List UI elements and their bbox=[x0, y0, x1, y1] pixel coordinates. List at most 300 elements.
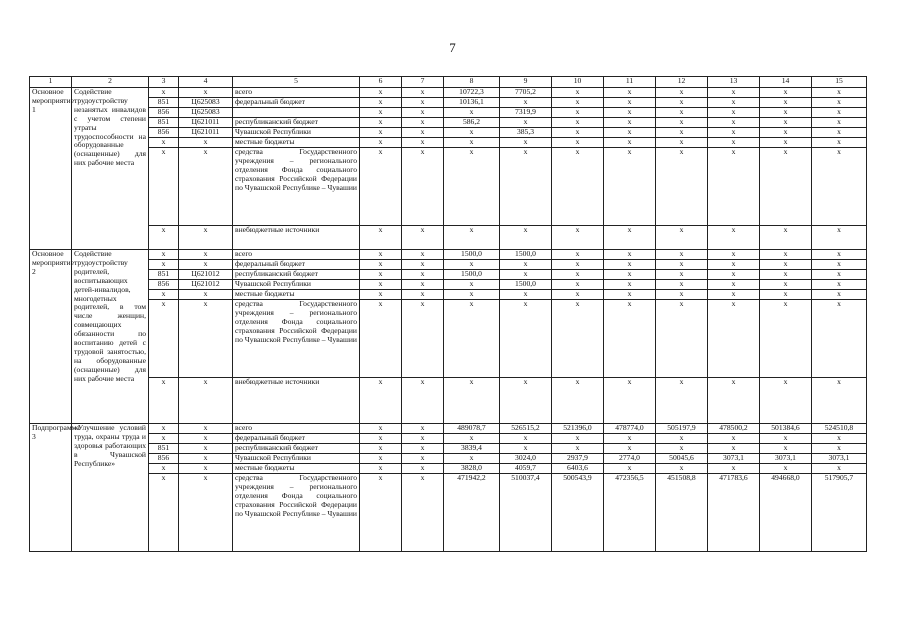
value-cell: 1500,0 bbox=[444, 270, 500, 280]
value-cell: х bbox=[760, 138, 812, 148]
table-row bbox=[30, 378, 867, 424]
value-cell: х bbox=[360, 98, 402, 108]
column-header: 15 bbox=[812, 77, 867, 88]
value-cell: х bbox=[552, 290, 604, 300]
table-row bbox=[30, 454, 867, 464]
value-cell: х bbox=[360, 454, 402, 464]
code-cell: х bbox=[149, 424, 179, 434]
code-cell: х bbox=[149, 88, 179, 98]
value-cell: х bbox=[444, 454, 500, 464]
value-cell: х bbox=[402, 148, 444, 226]
funding-source: средства Государственного учреждения – регионального отделения Фонда социального страхования Российской Федерации по Чувашской Республике – Чувашии bbox=[233, 300, 360, 378]
funding-source: республиканский бюджет bbox=[233, 118, 360, 128]
value-cell: х bbox=[360, 444, 402, 454]
value-cell: х bbox=[708, 138, 760, 148]
value-cell: х bbox=[552, 138, 604, 148]
value-cell: 526515,2 bbox=[500, 424, 552, 434]
value-cell: 471783,6 bbox=[708, 474, 760, 552]
table-row bbox=[30, 118, 867, 128]
value-cell: х bbox=[552, 260, 604, 270]
value-cell: х bbox=[760, 226, 812, 250]
value-cell: х bbox=[604, 300, 656, 378]
value-cell: 510037,4 bbox=[500, 474, 552, 552]
value-cell: 451508,8 bbox=[656, 474, 708, 552]
value-cell: х bbox=[402, 260, 444, 270]
value-cell: 501384,6 bbox=[760, 424, 812, 434]
table-row bbox=[30, 280, 867, 290]
value-cell: х bbox=[708, 378, 760, 424]
value-cell: х bbox=[760, 108, 812, 118]
value-cell: х bbox=[402, 226, 444, 250]
value-cell: х bbox=[360, 128, 402, 138]
value-cell: х bbox=[500, 98, 552, 108]
value-cell: х bbox=[500, 226, 552, 250]
value-cell: 7705,2 bbox=[500, 88, 552, 98]
value-cell: х bbox=[708, 434, 760, 444]
value-cell: х bbox=[360, 464, 402, 474]
value-cell: х bbox=[656, 444, 708, 454]
table-row bbox=[30, 260, 867, 270]
value-cell: х bbox=[604, 270, 656, 280]
value-cell: х bbox=[552, 434, 604, 444]
value-cell: х bbox=[760, 98, 812, 108]
funding-source: местные бюджеты bbox=[233, 290, 360, 300]
value-cell: х bbox=[500, 118, 552, 128]
value-cell: х bbox=[500, 148, 552, 226]
value-cell: х bbox=[604, 250, 656, 260]
value-cell: х bbox=[760, 280, 812, 290]
value-cell: х bbox=[402, 464, 444, 474]
value-cell: х bbox=[708, 88, 760, 98]
value-cell: 50045,6 bbox=[656, 454, 708, 464]
table-row bbox=[30, 434, 867, 444]
value-cell: х bbox=[500, 434, 552, 444]
target-code-cell: х bbox=[179, 300, 233, 378]
value-cell: 2774,0 bbox=[604, 454, 656, 464]
value-cell: х bbox=[604, 280, 656, 290]
value-cell: х bbox=[402, 270, 444, 280]
value-cell: х bbox=[708, 148, 760, 226]
value-cell: х bbox=[552, 98, 604, 108]
value-cell: х bbox=[656, 434, 708, 444]
value-cell: х bbox=[812, 464, 867, 474]
value-cell: х bbox=[402, 424, 444, 434]
funding-source: всего bbox=[233, 88, 360, 98]
value-cell: х bbox=[604, 290, 656, 300]
value-cell: х bbox=[708, 98, 760, 108]
value-cell: х bbox=[812, 260, 867, 270]
value-cell: х bbox=[708, 464, 760, 474]
value-cell: х bbox=[708, 118, 760, 128]
code-cell: 856 bbox=[149, 454, 179, 464]
value-cell: х bbox=[402, 250, 444, 260]
column-header: 10 bbox=[552, 77, 604, 88]
code-cell: х bbox=[149, 148, 179, 226]
value-cell: х bbox=[812, 118, 867, 128]
code-cell: 851 bbox=[149, 118, 179, 128]
value-cell: 1500,0 bbox=[500, 280, 552, 290]
value-cell: х bbox=[604, 226, 656, 250]
section-description: «Улучшение условий труда, охраны труда и здоровья работающих в Чувашской Республике» bbox=[72, 424, 149, 552]
value-cell: х bbox=[708, 108, 760, 118]
value-cell: х bbox=[604, 88, 656, 98]
value-cell: 586,2 bbox=[444, 118, 500, 128]
value-cell: 500543,9 bbox=[552, 474, 604, 552]
value-cell: х bbox=[656, 300, 708, 378]
table-row bbox=[30, 226, 867, 250]
value-cell: х bbox=[360, 290, 402, 300]
value-cell: 4059,7 bbox=[500, 464, 552, 474]
value-cell: х bbox=[812, 444, 867, 454]
page-number: 7 bbox=[449, 40, 456, 55]
value-cell: х bbox=[402, 280, 444, 290]
value-cell: х bbox=[552, 280, 604, 290]
value-cell: х bbox=[402, 434, 444, 444]
value-cell: х bbox=[552, 108, 604, 118]
value-cell: х bbox=[360, 474, 402, 552]
value-cell: х bbox=[656, 98, 708, 108]
value-cell: х bbox=[444, 108, 500, 118]
value-cell: х bbox=[708, 300, 760, 378]
value-cell: х bbox=[500, 300, 552, 378]
target-code-cell: Ц625083 bbox=[179, 98, 233, 108]
value-cell: х bbox=[360, 108, 402, 118]
target-code-cell: х bbox=[179, 454, 233, 464]
value-cell: х bbox=[402, 88, 444, 98]
funding-source: средства Государственного учреждения – регионального отделения Фонда социального страхования Российской Федерации по Чувашской Республике – Чувашии bbox=[233, 474, 360, 552]
value-cell: х bbox=[402, 98, 444, 108]
value-cell: 478774,0 bbox=[604, 424, 656, 434]
code-cell: х bbox=[149, 226, 179, 250]
value-cell: х bbox=[656, 226, 708, 250]
code-cell: х bbox=[149, 378, 179, 424]
value-cell: х bbox=[656, 88, 708, 98]
code-cell: х bbox=[149, 250, 179, 260]
funding-source: федеральный бюджет bbox=[233, 98, 360, 108]
target-code-cell: х bbox=[179, 424, 233, 434]
code-cell: х bbox=[149, 464, 179, 474]
value-cell: х bbox=[402, 118, 444, 128]
value-cell: х bbox=[604, 464, 656, 474]
value-cell: х bbox=[760, 148, 812, 226]
value-cell: х bbox=[402, 290, 444, 300]
value-cell: 494668,0 bbox=[760, 474, 812, 552]
value-cell: 3073,1 bbox=[760, 454, 812, 464]
table-row bbox=[30, 250, 867, 260]
value-cell: 7319,9 bbox=[500, 108, 552, 118]
value-cell: х bbox=[444, 148, 500, 226]
table-row bbox=[30, 138, 867, 148]
value-cell: х bbox=[500, 444, 552, 454]
code-cell: 856 bbox=[149, 280, 179, 290]
value-cell: х bbox=[656, 280, 708, 290]
value-cell: х bbox=[552, 88, 604, 98]
code-cell: х bbox=[149, 434, 179, 444]
value-cell: х bbox=[444, 260, 500, 270]
target-code-cell: х bbox=[179, 444, 233, 454]
value-cell: 489078,7 bbox=[444, 424, 500, 434]
value-cell: х bbox=[812, 98, 867, 108]
value-cell: х bbox=[500, 378, 552, 424]
value-cell: х bbox=[500, 270, 552, 280]
value-cell: х bbox=[656, 108, 708, 118]
value-cell: х bbox=[604, 260, 656, 270]
value-cell: х bbox=[760, 290, 812, 300]
code-cell: х bbox=[149, 260, 179, 270]
funding-source: всего bbox=[233, 250, 360, 260]
value-cell: х bbox=[360, 424, 402, 434]
value-cell: 3839,4 bbox=[444, 444, 500, 454]
value-cell: 3073,1 bbox=[812, 454, 867, 464]
value-cell: х bbox=[656, 464, 708, 474]
value-cell: х bbox=[604, 128, 656, 138]
value-cell: х bbox=[552, 270, 604, 280]
value-cell: х bbox=[656, 148, 708, 226]
value-cell: х bbox=[708, 260, 760, 270]
value-cell: 1500,0 bbox=[500, 250, 552, 260]
column-header: 8 bbox=[444, 77, 500, 88]
value-cell: 3073,1 bbox=[708, 454, 760, 464]
funding-source: средства Государственного учреждения – регионального отделения Фонда социального страхования Российской Федерации по Чувашской Республике – Чувашии bbox=[233, 148, 360, 226]
value-cell: х bbox=[656, 128, 708, 138]
section-name: Подпрограмма 3 bbox=[30, 424, 72, 552]
value-cell: х bbox=[708, 290, 760, 300]
value-cell: х bbox=[604, 118, 656, 128]
value-cell: х bbox=[812, 300, 867, 378]
value-cell: х bbox=[760, 378, 812, 424]
value-cell: х bbox=[760, 444, 812, 454]
header-row bbox=[30, 77, 867, 88]
value-cell: х bbox=[360, 118, 402, 128]
target-code-cell: х bbox=[179, 260, 233, 270]
funding-source: местные бюджеты bbox=[233, 138, 360, 148]
value-cell: х bbox=[812, 138, 867, 148]
funding-source: внебюджетные источники bbox=[233, 378, 360, 424]
funding-source: федеральный бюджет bbox=[233, 434, 360, 444]
value-cell: 10722,3 bbox=[444, 88, 500, 98]
value-cell: х bbox=[552, 148, 604, 226]
value-cell: х bbox=[760, 118, 812, 128]
value-cell: х bbox=[444, 128, 500, 138]
value-cell: х bbox=[604, 434, 656, 444]
value-cell: х bbox=[552, 128, 604, 138]
value-cell: 6403,6 bbox=[552, 464, 604, 474]
value-cell: х bbox=[708, 250, 760, 260]
code-cell: 851 bbox=[149, 444, 179, 454]
column-header: 13 bbox=[708, 77, 760, 88]
value-cell: 1500,0 bbox=[444, 250, 500, 260]
value-cell: 2937,9 bbox=[552, 454, 604, 464]
value-cell: х bbox=[500, 260, 552, 270]
value-cell: х bbox=[812, 128, 867, 138]
value-cell: х bbox=[604, 108, 656, 118]
code-cell: х bbox=[149, 300, 179, 378]
budget-table bbox=[29, 76, 867, 552]
column-header: 6 bbox=[360, 77, 402, 88]
value-cell: х bbox=[812, 250, 867, 260]
value-cell: х bbox=[760, 434, 812, 444]
value-cell: х bbox=[402, 300, 444, 378]
table-row bbox=[30, 148, 867, 226]
code-cell: 851 bbox=[149, 270, 179, 280]
value-cell: х bbox=[360, 434, 402, 444]
value-cell: х bbox=[552, 226, 604, 250]
value-cell: х bbox=[360, 270, 402, 280]
value-cell: х bbox=[604, 444, 656, 454]
value-cell: х bbox=[760, 270, 812, 280]
target-code-cell: х bbox=[179, 378, 233, 424]
section-description: Содействие трудоустройству родителей, воспитывающих детей-инвалидов, многодетных родителей, в том числе женщин, совмещающих обязанности по воспитанию детей с трудовой занятостью, на оборудованные (оснащенные) для них рабочие места bbox=[72, 250, 149, 424]
value-cell: 472356,5 bbox=[604, 474, 656, 552]
value-cell: х bbox=[604, 148, 656, 226]
table-row bbox=[30, 88, 867, 98]
value-cell: х bbox=[760, 260, 812, 270]
code-cell: 856 bbox=[149, 128, 179, 138]
value-cell: 385,3 bbox=[500, 128, 552, 138]
value-cell: 3024,0 bbox=[500, 454, 552, 464]
funding-source bbox=[233, 108, 360, 118]
target-code-cell: х bbox=[179, 464, 233, 474]
target-code-cell: х bbox=[179, 226, 233, 250]
table-row bbox=[30, 108, 867, 118]
value-cell: х bbox=[812, 108, 867, 118]
value-cell: х bbox=[360, 378, 402, 424]
value-cell: х bbox=[656, 378, 708, 424]
target-code-cell: Ц621011 bbox=[179, 118, 233, 128]
table-row bbox=[30, 474, 867, 552]
value-cell: х bbox=[552, 118, 604, 128]
value-cell: х bbox=[812, 434, 867, 444]
value-cell: х bbox=[708, 226, 760, 250]
column-header: 11 bbox=[604, 77, 656, 88]
target-code-cell: х bbox=[179, 434, 233, 444]
section-description: Содействие трудоустройству незанятых инвалидов с учетом степени утраты трудоспособности на оборудованные (оснащенные) для них рабочие места bbox=[72, 88, 149, 250]
table-row bbox=[30, 270, 867, 280]
value-cell: х bbox=[812, 88, 867, 98]
code-cell: 851 bbox=[149, 98, 179, 108]
target-code-cell: х bbox=[179, 250, 233, 260]
value-cell: х bbox=[444, 138, 500, 148]
value-cell: х bbox=[402, 108, 444, 118]
value-cell: х bbox=[812, 270, 867, 280]
value-cell: 3828,0 bbox=[444, 464, 500, 474]
value-cell: х bbox=[402, 378, 444, 424]
target-code-cell: х bbox=[179, 474, 233, 552]
value-cell: х bbox=[708, 444, 760, 454]
value-cell: х bbox=[656, 250, 708, 260]
funding-source: внебюджетные источники bbox=[233, 226, 360, 250]
column-header: 9 bbox=[500, 77, 552, 88]
column-header: 12 bbox=[656, 77, 708, 88]
code-cell: х bbox=[149, 474, 179, 552]
value-cell: х bbox=[760, 464, 812, 474]
value-cell: х bbox=[708, 270, 760, 280]
table-row bbox=[30, 444, 867, 454]
value-cell: 517905,7 bbox=[812, 474, 867, 552]
value-cell: х bbox=[812, 226, 867, 250]
value-cell: 505197,9 bbox=[656, 424, 708, 434]
value-cell: х bbox=[360, 250, 402, 260]
column-header: 14 bbox=[760, 77, 812, 88]
value-cell: х bbox=[402, 138, 444, 148]
table-row bbox=[30, 98, 867, 108]
value-cell: х bbox=[402, 454, 444, 464]
table-row bbox=[30, 424, 867, 434]
value-cell: х bbox=[812, 290, 867, 300]
target-code-cell: х bbox=[179, 88, 233, 98]
value-cell: х bbox=[360, 138, 402, 148]
value-cell: х bbox=[552, 444, 604, 454]
value-cell: х bbox=[760, 300, 812, 378]
value-cell: х bbox=[444, 300, 500, 378]
value-cell: х bbox=[444, 434, 500, 444]
table-row bbox=[30, 464, 867, 474]
value-cell: х bbox=[656, 138, 708, 148]
target-code-cell: Ц625083 bbox=[179, 108, 233, 118]
table-row bbox=[30, 128, 867, 138]
funding-source: Чувашской Республики bbox=[233, 454, 360, 464]
section-name: Основное мероприятие 1 bbox=[30, 88, 72, 250]
value-cell: х bbox=[402, 128, 444, 138]
target-code-cell: х bbox=[179, 138, 233, 148]
value-cell: х bbox=[604, 378, 656, 424]
target-code-cell: Ц621011 bbox=[179, 128, 233, 138]
funding-source: Чувашской Республики bbox=[233, 280, 360, 290]
value-cell: 471942,2 bbox=[444, 474, 500, 552]
code-cell: х bbox=[149, 138, 179, 148]
code-cell: х bbox=[149, 290, 179, 300]
value-cell: х bbox=[604, 98, 656, 108]
value-cell: х bbox=[444, 290, 500, 300]
value-cell: х bbox=[656, 260, 708, 270]
column-header: 3 bbox=[149, 77, 179, 88]
column-header: 4 bbox=[179, 77, 233, 88]
column-header: 1 bbox=[30, 77, 72, 88]
value-cell: х bbox=[552, 300, 604, 378]
value-cell: х bbox=[656, 118, 708, 128]
value-cell: х bbox=[656, 290, 708, 300]
section-name: Основное мероприятие 2 bbox=[30, 250, 72, 424]
value-cell: х bbox=[812, 280, 867, 290]
funding-source: местные бюджеты bbox=[233, 464, 360, 474]
value-cell: 478500,2 bbox=[708, 424, 760, 434]
code-cell: 856 bbox=[149, 108, 179, 118]
column-header: 7 bbox=[402, 77, 444, 88]
value-cell: х bbox=[760, 88, 812, 98]
value-cell: х bbox=[444, 378, 500, 424]
target-code-cell: Ц621012 bbox=[179, 280, 233, 290]
value-cell: 524510,8 bbox=[812, 424, 867, 434]
value-cell: х bbox=[360, 88, 402, 98]
value-cell: х bbox=[444, 226, 500, 250]
target-code-cell: х bbox=[179, 290, 233, 300]
target-code-cell: Ц621012 bbox=[179, 270, 233, 280]
funding-source: Чувашской Республики bbox=[233, 128, 360, 138]
value-cell: х bbox=[656, 270, 708, 280]
value-cell: х bbox=[552, 250, 604, 260]
value-cell: х bbox=[552, 378, 604, 424]
value-cell: х bbox=[360, 300, 402, 378]
value-cell: х bbox=[604, 138, 656, 148]
column-header: 2 bbox=[72, 77, 149, 88]
value-cell: х bbox=[760, 250, 812, 260]
value-cell: х bbox=[760, 128, 812, 138]
table-row bbox=[30, 290, 867, 300]
value-cell: х bbox=[360, 226, 402, 250]
value-cell: х bbox=[812, 148, 867, 226]
value-cell: х bbox=[360, 280, 402, 290]
funding-source: федеральный бюджет bbox=[233, 260, 360, 270]
